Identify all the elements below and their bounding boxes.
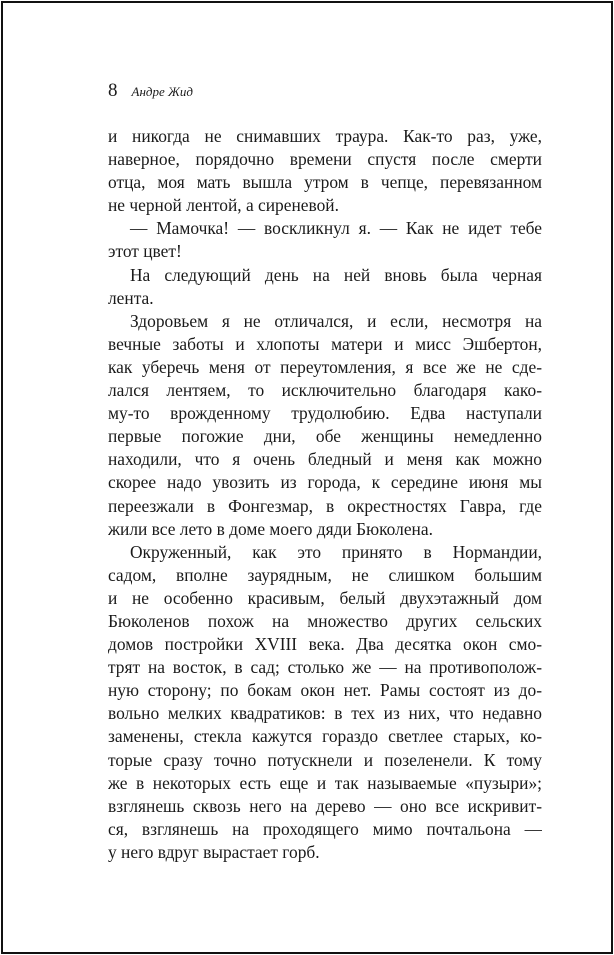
text-line: садом, вполне заурядным, не слишком большим <box>108 564 542 585</box>
text-line: — Мамочка! — воскликнул я. — Как не идет тебе <box>130 218 542 239</box>
text-line: этот цвет! <box>108 241 182 262</box>
text-line: у него вдруг вырастает горб. <box>108 841 320 862</box>
text-line: скорее надо увозить из города, к середине июня мы <box>108 472 542 493</box>
text-line: находили, что я очень бледный и меня как можно <box>108 449 542 470</box>
text-line: же в некоторых есть еще и так называемые «пузыри»; <box>108 772 542 793</box>
text-line: заменены, стекла кажутся гораздо светлее старых, ко- <box>108 726 542 747</box>
text-line: трят на восток, в сад; столько же — на противополож- <box>108 657 542 678</box>
text-line: как уберечь меня от переутомления, я все же не сде- <box>108 356 542 377</box>
text-line: торые сразу точно потускнели и позеленели. К тому <box>108 749 542 770</box>
text-line: Здоровьем я не отличался, и если, несмотря на <box>130 310 542 331</box>
text-line: лался лентяем, то исключительно благодаря како- <box>108 380 542 401</box>
text-line: ся, взглянешь на проходящего мимо почтальона — <box>108 818 542 839</box>
paragraph <box>108 217 542 263</box>
text-line: взглянешь сквозь него на дерево — оно все искривит- <box>108 795 542 816</box>
paragraph <box>108 541 542 864</box>
text-line: и никогда не снимавших траура. Как-то раз, уже, <box>108 126 542 146</box>
text-line: Бюколенов похож на множество других сельских <box>108 610 542 631</box>
text-line: лента. <box>108 287 154 308</box>
running-title: Андре Жид <box>131 84 193 99</box>
text-line: домов постройки XVIII века. Два десятка окон смо- <box>108 634 542 655</box>
paragraph <box>108 264 542 310</box>
paragraph <box>108 125 542 217</box>
text-line: му-то врожденному трудолюбию. Едва наступали <box>108 403 542 424</box>
text-line: жили все лето в доме моего дяди Бюколена. <box>108 518 433 539</box>
text-line: вольно мелких квадратиков: в тех из них, что недавно <box>108 703 542 724</box>
body-text <box>108 125 542 864</box>
paragraph <box>108 310 542 541</box>
text-line: первые погожие дни, обе женщины немедленно <box>108 426 542 447</box>
text-line: ную сторону; по бокам окон нет. Рамы состоят из до- <box>108 680 542 701</box>
running-header <box>108 80 193 102</box>
text-line: переезжали в Фонгезмар, в окрестностях Гавра, где <box>108 495 542 516</box>
text-line: не черной лентой, а сиреневой. <box>108 195 339 216</box>
text-line: и не особенно красивым, белый двухэтажный дом <box>108 587 542 608</box>
text-line: наверное, порядочно времени спустя после смерти <box>108 149 542 170</box>
page-number: 8 <box>108 80 118 101</box>
text-line: Окруженный, как это принято в Нормандии, <box>130 541 542 562</box>
text-line: вечные заботы и хлопоты матери и мисс Эшбертон, <box>108 333 542 354</box>
text-line: отца, моя мать вышла утром в чепце, перевязанном <box>108 172 542 193</box>
text-line: На следующий день на ней вновь была черная <box>130 264 542 285</box>
